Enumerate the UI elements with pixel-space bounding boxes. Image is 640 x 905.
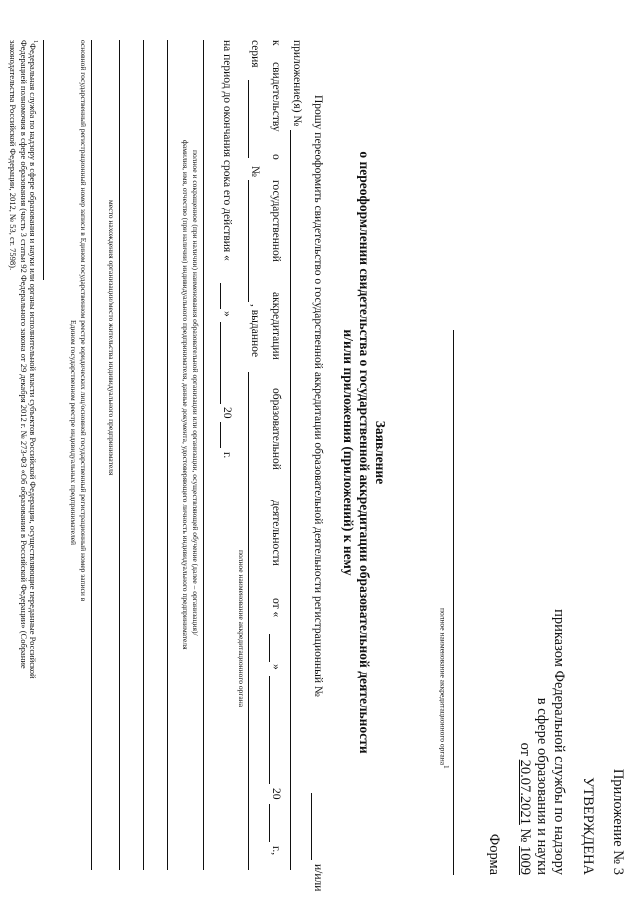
period-year-suffix: г.	[221, 452, 233, 459]
location-field[interactable]	[119, 40, 120, 870]
to-label: к	[270, 40, 282, 46]
order-date: 20.07.2021	[517, 759, 533, 825]
organization-extra-line-2[interactable]	[143, 40, 144, 870]
ogrn-field[interactable]	[91, 40, 92, 870]
period-close-quote: »	[221, 311, 233, 317]
period-century: 20	[221, 407, 233, 419]
cert-month-field[interactable]	[269, 676, 270, 784]
approved-label: УТВЕРЖДЕНА	[580, 777, 596, 875]
issuer-caption: полное наименование аккредитационного органа	[237, 550, 246, 708]
registration-number-field[interactable]	[311, 793, 312, 860]
request-line: Прошу переоформить свидетельство о государственной аккредитации образовательной деятельности регистрационный №	[312, 95, 324, 697]
order-no-label: №	[517, 828, 533, 843]
footnote-line-2: Федерацией полномочия в сфере образования (часть 3 статьи 92 Федерального закона от 29 декабря 2012 г. № 273-ФЗ «Об образовании в Российской Федерации» (Собрание	[19, 40, 29, 669]
certificate-label: свидетельству	[270, 62, 282, 132]
series-field[interactable]	[248, 80, 249, 158]
period-label: на период до окончания срока его действия «	[221, 40, 233, 261]
authority-name-line	[453, 330, 454, 875]
state-label: государственной	[270, 180, 282, 262]
activity-label: деятельности	[270, 500, 282, 566]
cert-year-field[interactable]	[269, 804, 270, 842]
and-or-label: и/или	[312, 864, 324, 892]
location-caption: место нахождения организации/место жительства индивидуального предпринимателя	[107, 200, 116, 476]
cert-day-close-quote: »	[270, 664, 282, 670]
form-title-line-2: о переоформлении свидетельства о государственной аккредитации образовательной деятельности	[357, 151, 372, 754]
ogrn-caption-1: основной государственный регистрационный номер записи в Едином государственном реестре юридических лиц/основной государственный регистрационный номер записи в	[79, 40, 88, 602]
organization-name-field[interactable]	[203, 40, 204, 870]
period-year-field[interactable]	[220, 422, 221, 448]
cert-century: 20	[270, 788, 282, 800]
footnote-line-3: законодательства Российской Федерации, 2012, № 53, ст. 7598).	[8, 40, 18, 271]
about-label: о	[270, 154, 282, 160]
ogrn-caption-2: Едином государственном реестре индивидуальных предпринимателей	[69, 320, 78, 546]
organization-caption-1: полное и сокращенное (при наличии) наименования образовательной организации или организации, осуществляющей обучение (далее – организация)/	[191, 150, 200, 636]
order-date-line	[516, 743, 533, 875]
educational-label: образовательной	[270, 388, 282, 470]
appendix-number: Приложение № 3	[610, 768, 626, 875]
order-number: 1009	[517, 846, 533, 875]
order-from-label: от	[517, 742, 533, 757]
form-title: Заявление	[373, 420, 388, 485]
appendix-number-label: приложение(я) №	[291, 40, 303, 127]
order-line-2: в сфере образования и науки	[534, 697, 550, 875]
series-label: серия	[249, 40, 261, 68]
authority-caption: полное наименование аккредитационного органа$^1$	[438, 608, 450, 769]
issued-label: , выданное	[249, 304, 261, 358]
accreditation-label: аккредитации	[270, 292, 282, 360]
form-title-line-3: и/или приложения (приложений) к нему	[341, 329, 356, 576]
organization-caption-2: фамилия, имя, отчество (при наличии) индивидуального предпринимателя, данные документа, удостоверяющего личность индивидуального предпринимателя	[181, 140, 190, 650]
footnote-separator	[43, 40, 44, 280]
footnote-mark: 1	[32, 40, 39, 44]
number-label: №	[249, 166, 261, 177]
organization-extra-line-1[interactable]	[167, 40, 168, 870]
order-line-1: приказом Федеральной службы по надзору	[551, 609, 567, 875]
issuer-field[interactable]	[248, 372, 249, 870]
certificate-number-field[interactable]	[248, 180, 249, 302]
cert-day-field[interactable]	[269, 634, 270, 662]
footnote-ref: 1	[442, 765, 450, 769]
appendix-number-field[interactable]	[290, 130, 291, 870]
cert-year-suffix: г.,	[270, 846, 282, 856]
period-month-field[interactable]	[220, 322, 221, 404]
footnote-line-1: $^1$Федеральная служба по надзору в сфере образования и науки или органы исполнительной власти субъектов Российской Федерации, осуществляющие переданные Российской	[28, 40, 39, 679]
from-date-label: от «	[270, 598, 282, 618]
period-day-field[interactable]	[220, 283, 221, 309]
form-label: Форма	[486, 833, 502, 875]
